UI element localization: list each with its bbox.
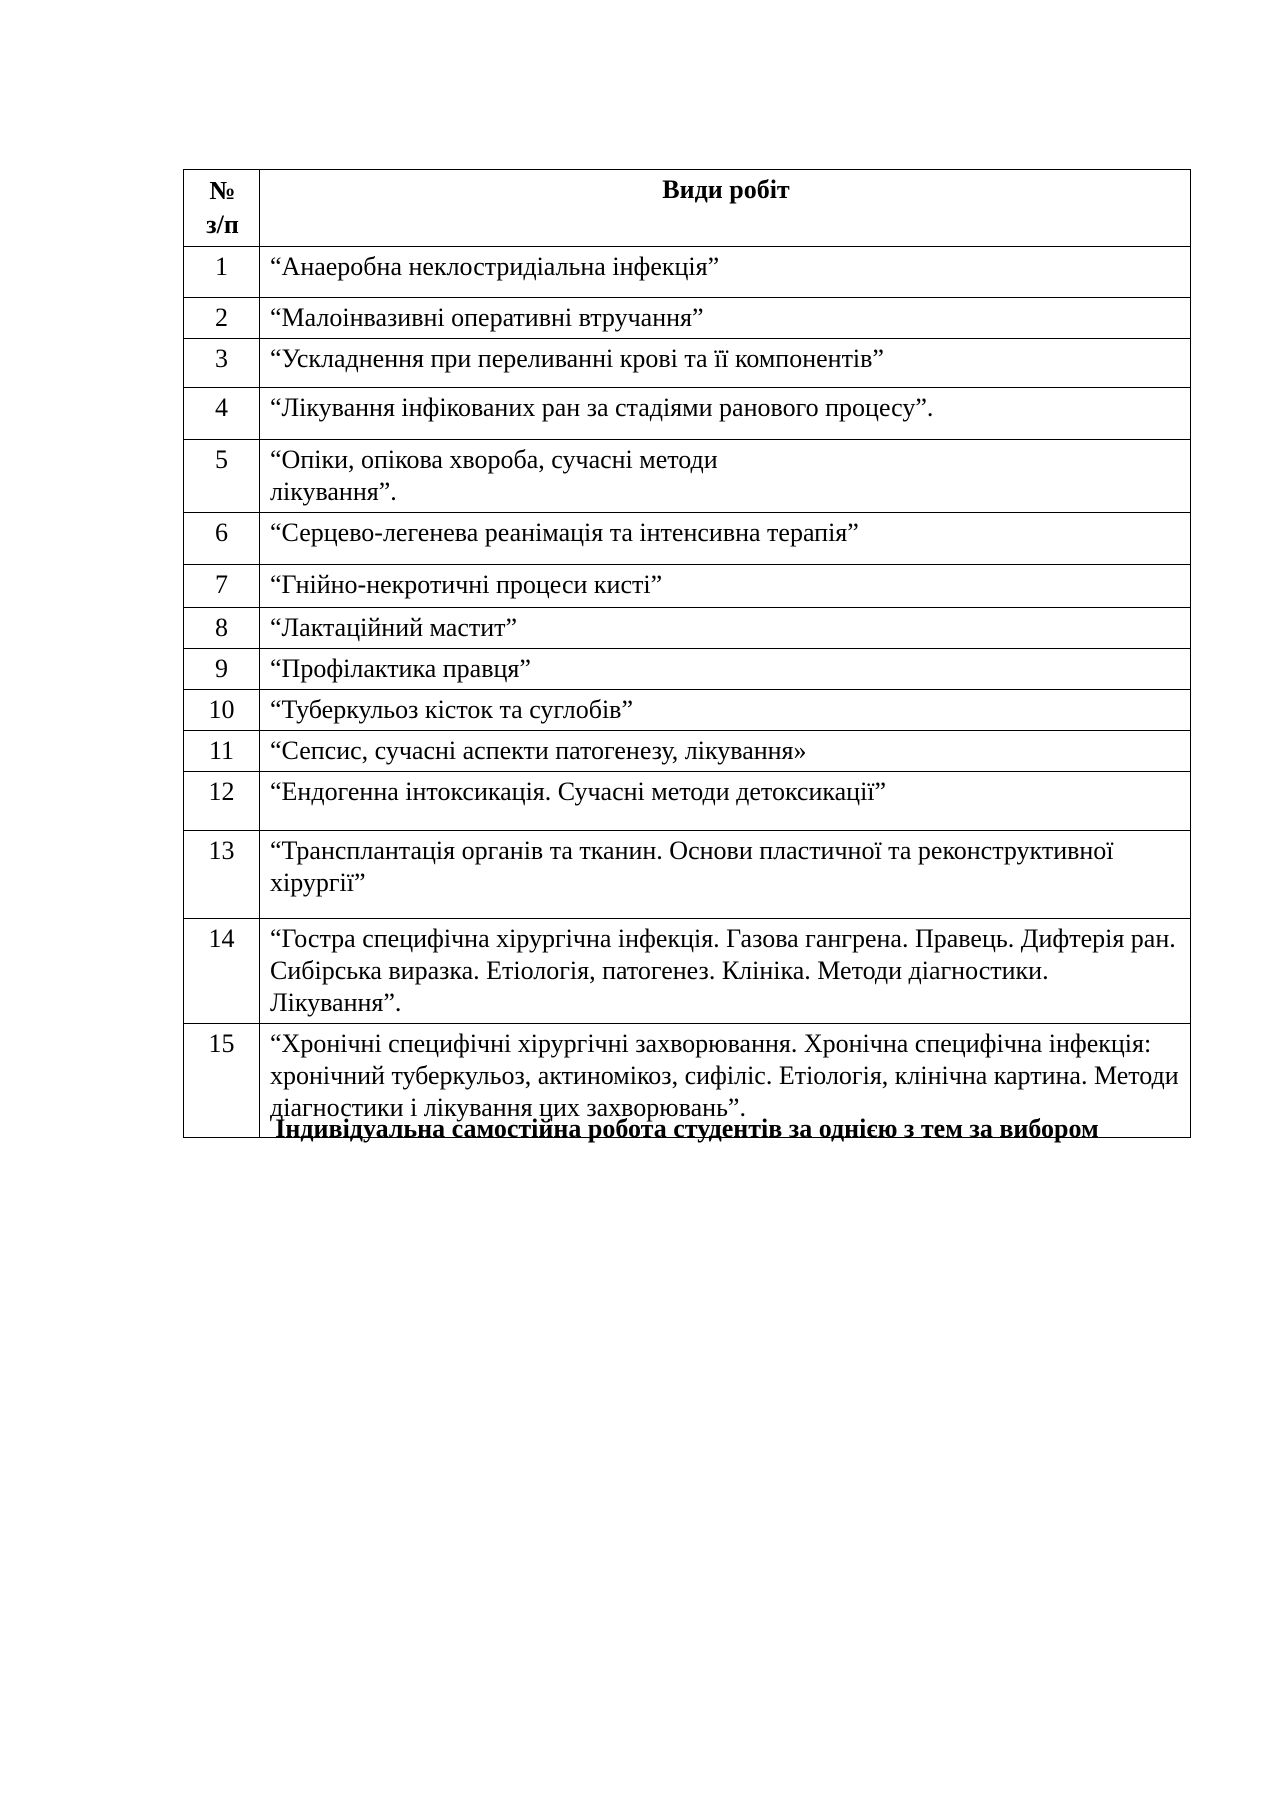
row-number: 14 (184, 919, 260, 1024)
table-row (184, 565, 1191, 608)
table-row (184, 690, 1191, 731)
table-row (184, 513, 1191, 565)
row-title: “Малоінвазивні оперативні втручання” (260, 298, 1191, 339)
table-header-row (184, 170, 1191, 247)
row-title: “Туберкульоз кісток та суглобів” (260, 690, 1191, 731)
row-title: “Ендогенна інтоксикація. Сучасні методи детоксикації” (260, 772, 1191, 831)
row-title: “Ускладнення при переливанні крові та її компонентів” (260, 339, 1191, 388)
row-title: “Лактаційний мастит” (260, 608, 1191, 649)
row-title-line2: лікування”. (270, 477, 397, 506)
table-row (184, 388, 1191, 440)
table-row (184, 731, 1191, 772)
row-title: “Лікування інфікованих ран за стадіями ранового процесу”. (260, 388, 1191, 440)
row-title: “Анаеробна неклостридіальна інфекція” (260, 247, 1191, 298)
row-title: “Гостра специфічна хірургічна інфекція. Газова гангрена. Правець. Дифтерія ран. Сибірська виразка. Етіологія, патогенез. Клініка. Методи діагностики. Лікування”. (260, 919, 1191, 1024)
table-row (184, 649, 1191, 690)
row-number: 13 (184, 831, 260, 919)
row-title: “Хронічні специфічні хірургічні захворювання. Хронічна специфічна інфекція: хронічний туберкульоз, актиномікоз, сифіліс. Етіологія, клінічна картина. Методи діагностики і лікування цих захворювань”. (260, 1024, 1191, 1138)
table-row (184, 772, 1191, 831)
row-title: “Сепсис, сучасні аспекти патогенезу, лікування» (260, 731, 1191, 772)
title-column-header: Види робіт (260, 170, 1191, 247)
row-number: 12 (184, 772, 260, 831)
row-number: 5 (184, 440, 260, 513)
row-title-line1: “Опіки, опікова хвороба, сучасні методи (270, 445, 718, 474)
table-row (184, 247, 1191, 298)
row-number: 6 (184, 513, 260, 565)
table-row (184, 339, 1191, 388)
row-number: 8 (184, 608, 260, 649)
number-header-line1: № (209, 176, 236, 205)
row-number: 3 (184, 339, 260, 388)
row-title (260, 440, 1191, 513)
row-title: “Серцево-легенева реанімація та інтенсивна терапія” (260, 513, 1191, 565)
row-title: “Гнійно-некротичні процеси кисті” (260, 565, 1191, 608)
row-number: 2 (184, 298, 260, 339)
table-row (184, 608, 1191, 649)
number-column-header (184, 170, 260, 247)
table-row (184, 919, 1191, 1024)
table-row (184, 298, 1191, 339)
row-number: 1 (184, 247, 260, 298)
individual-work-heading: Індивідуальна самостійна робота студентів за однією з тем за вибором (275, 1114, 1099, 1143)
row-title: “Трансплантація органів та тканин. Основи пластичної та реконструктивної хірургії” (260, 831, 1191, 919)
table-row (184, 831, 1191, 919)
row-title: “Профілактика правця” (260, 649, 1191, 690)
row-number: 4 (184, 388, 260, 440)
number-header-line2: з/п (206, 210, 239, 239)
row-number: 15 (184, 1024, 260, 1138)
row-number: 10 (184, 690, 260, 731)
table-row (184, 440, 1191, 513)
row-number: 9 (184, 649, 260, 690)
works-table (183, 169, 1191, 1138)
row-number: 7 (184, 565, 260, 608)
row-number: 11 (184, 731, 260, 772)
